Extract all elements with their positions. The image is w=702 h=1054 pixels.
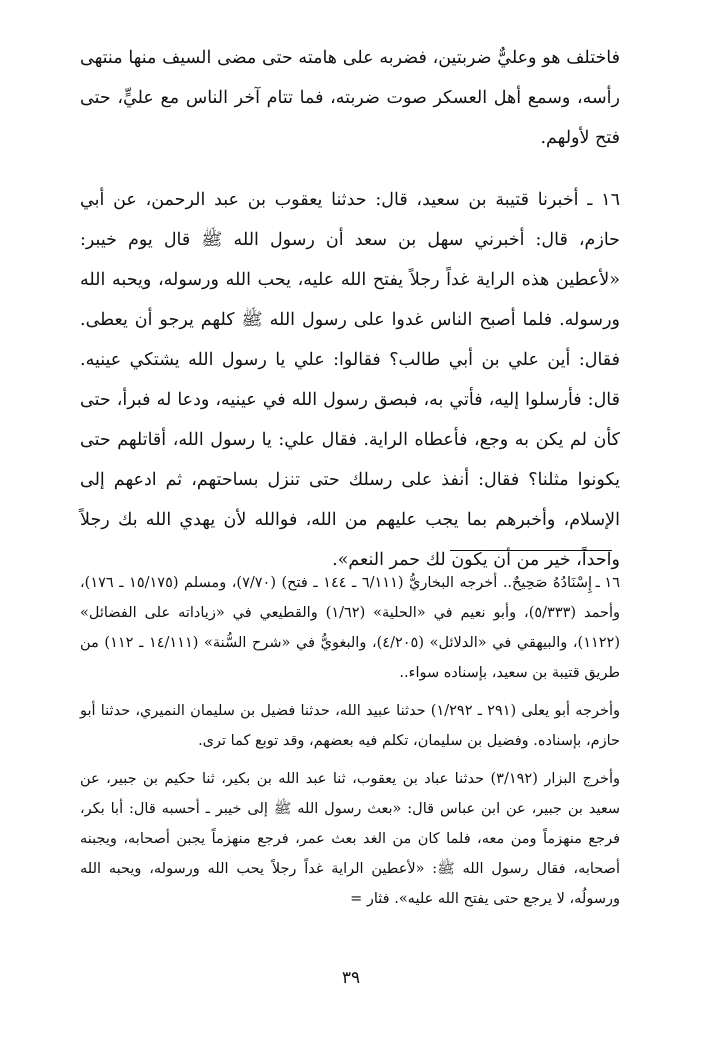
hadith-text: أخبرنا قتيبة بن سعيد، قال: حدثنا يعقوب بن عبد الرحمن، عن أبي حازم، قال: أخبرني سهل بن سعد أن رسول الله ﷺ قال يوم خيبر: «لأعطين هذه الراية غداً رجلاً يفتح الله عليه، يحب الله ورسوله، ويحبه الله ورسوله. فلما أصبح الناس غدوا على رسول الله ﷺ كلهم يرجو أن يعطى. فقال: أين علي بن أبي طالب؟ فقالوا: علي يا رسول الله يشتكي عينيه. قال: فأرسلوا إليه، فأتي به، فبصق رسول الله في عينيه، ودعا له فبرأ، حتى كأن لم يكن به وجع، فأعطاه الراية. فقال علي: يا رسول الله، أقاتلهم حتى يكونوا مثلنا؟ فقال: أنفذ على رسلك حتى تنزل بساحتهم، ثم ادعهم إلى الإسلام، وأخبرهم بما يجب عليهم من الله، فوالله لأن يهدي الله بك رجلاً واحداً، خير من أن يكون لك حمر النعم». xyxy=(80,190,620,570)
page-number: ٣٩ xyxy=(341,968,361,988)
footnote-2: وأخرجه أبو يعلى (٢٩١ ـ ١/٢٩٢) حدثنا عبيد الله، حدثنا فضيل بن سليمان النميري، حدثنا أبو حازم، بإسناده. وفضيل بن سليمان، تكلم فيه بعضهم، وقد توبع كما ترى. xyxy=(80,703,620,749)
main-text-paragraph-1 xyxy=(80,38,620,158)
main-text-paragraph-2 xyxy=(80,180,620,580)
footnotes-section xyxy=(80,568,620,914)
footnote-number: ١٦ ـ xyxy=(595,575,620,591)
footnote-separator xyxy=(450,550,612,551)
hadith-number: ١٦ ـ xyxy=(587,190,620,210)
footnote-1 xyxy=(80,568,620,688)
hadith-paragraph xyxy=(80,180,620,580)
footnote-3: وأخرج البزار (٣/١٩٢) حدثنا عباد بن يعقوب، ثنا عبد الله بن بكير، ثنا حكيم بن جبير، عن سعيد بن جبير، عن ابن عباس قال: «بعث رسول الله ﷺ إلى خيبر ـ أحسبه قال: أبا بكر، فرجع منهزماً ومن معه، فلما كان من الغد بعث عمر، فرجع منهزماً يجبن أصحابه، ويجبنه أصحابه، فقال رسول الله ﷺ: «لأعطين الراية غداً رجلاً يحب الله ورسوله، ويحبه الله ورسولُه، لا يرجع حتى يفتح الله عليه». فثار = xyxy=(80,771,620,907)
paragraph-text: فاختلف هو وعليٌّ ضربتين، فضربه على هامته حتى مضى السيف منها منتهى رأسه، وسمع أهل العسكر صوت ضربته، فما تتام آخر الناس مع عليٍّ، حتى فتح لأولهم. xyxy=(80,48,620,148)
footnote-text: إِسْنَادُهُ صَحِيحٌ.. أخرجه البخاريُّ (٦/١١١ ـ ١٤٤ ـ فتح) (٧/٧٠)، ومسلم (١٥/١٧٥ ـ ١٧٦)، وأحمد (٥/٣٣٣)، وأبو نعيم في «الحلية» (١/٦٢) والقطيعي في «زياداته على الفضائل» (١١٢٢)، والبيهقي في «الدلائل» (٤/٢٠٥)، والبغويُّ في «شرح السُّنة» (١٤/١١١ ـ ١١٢) من طريق قتيبة بن سعيد، بإسناده سواء.. xyxy=(80,575,621,681)
